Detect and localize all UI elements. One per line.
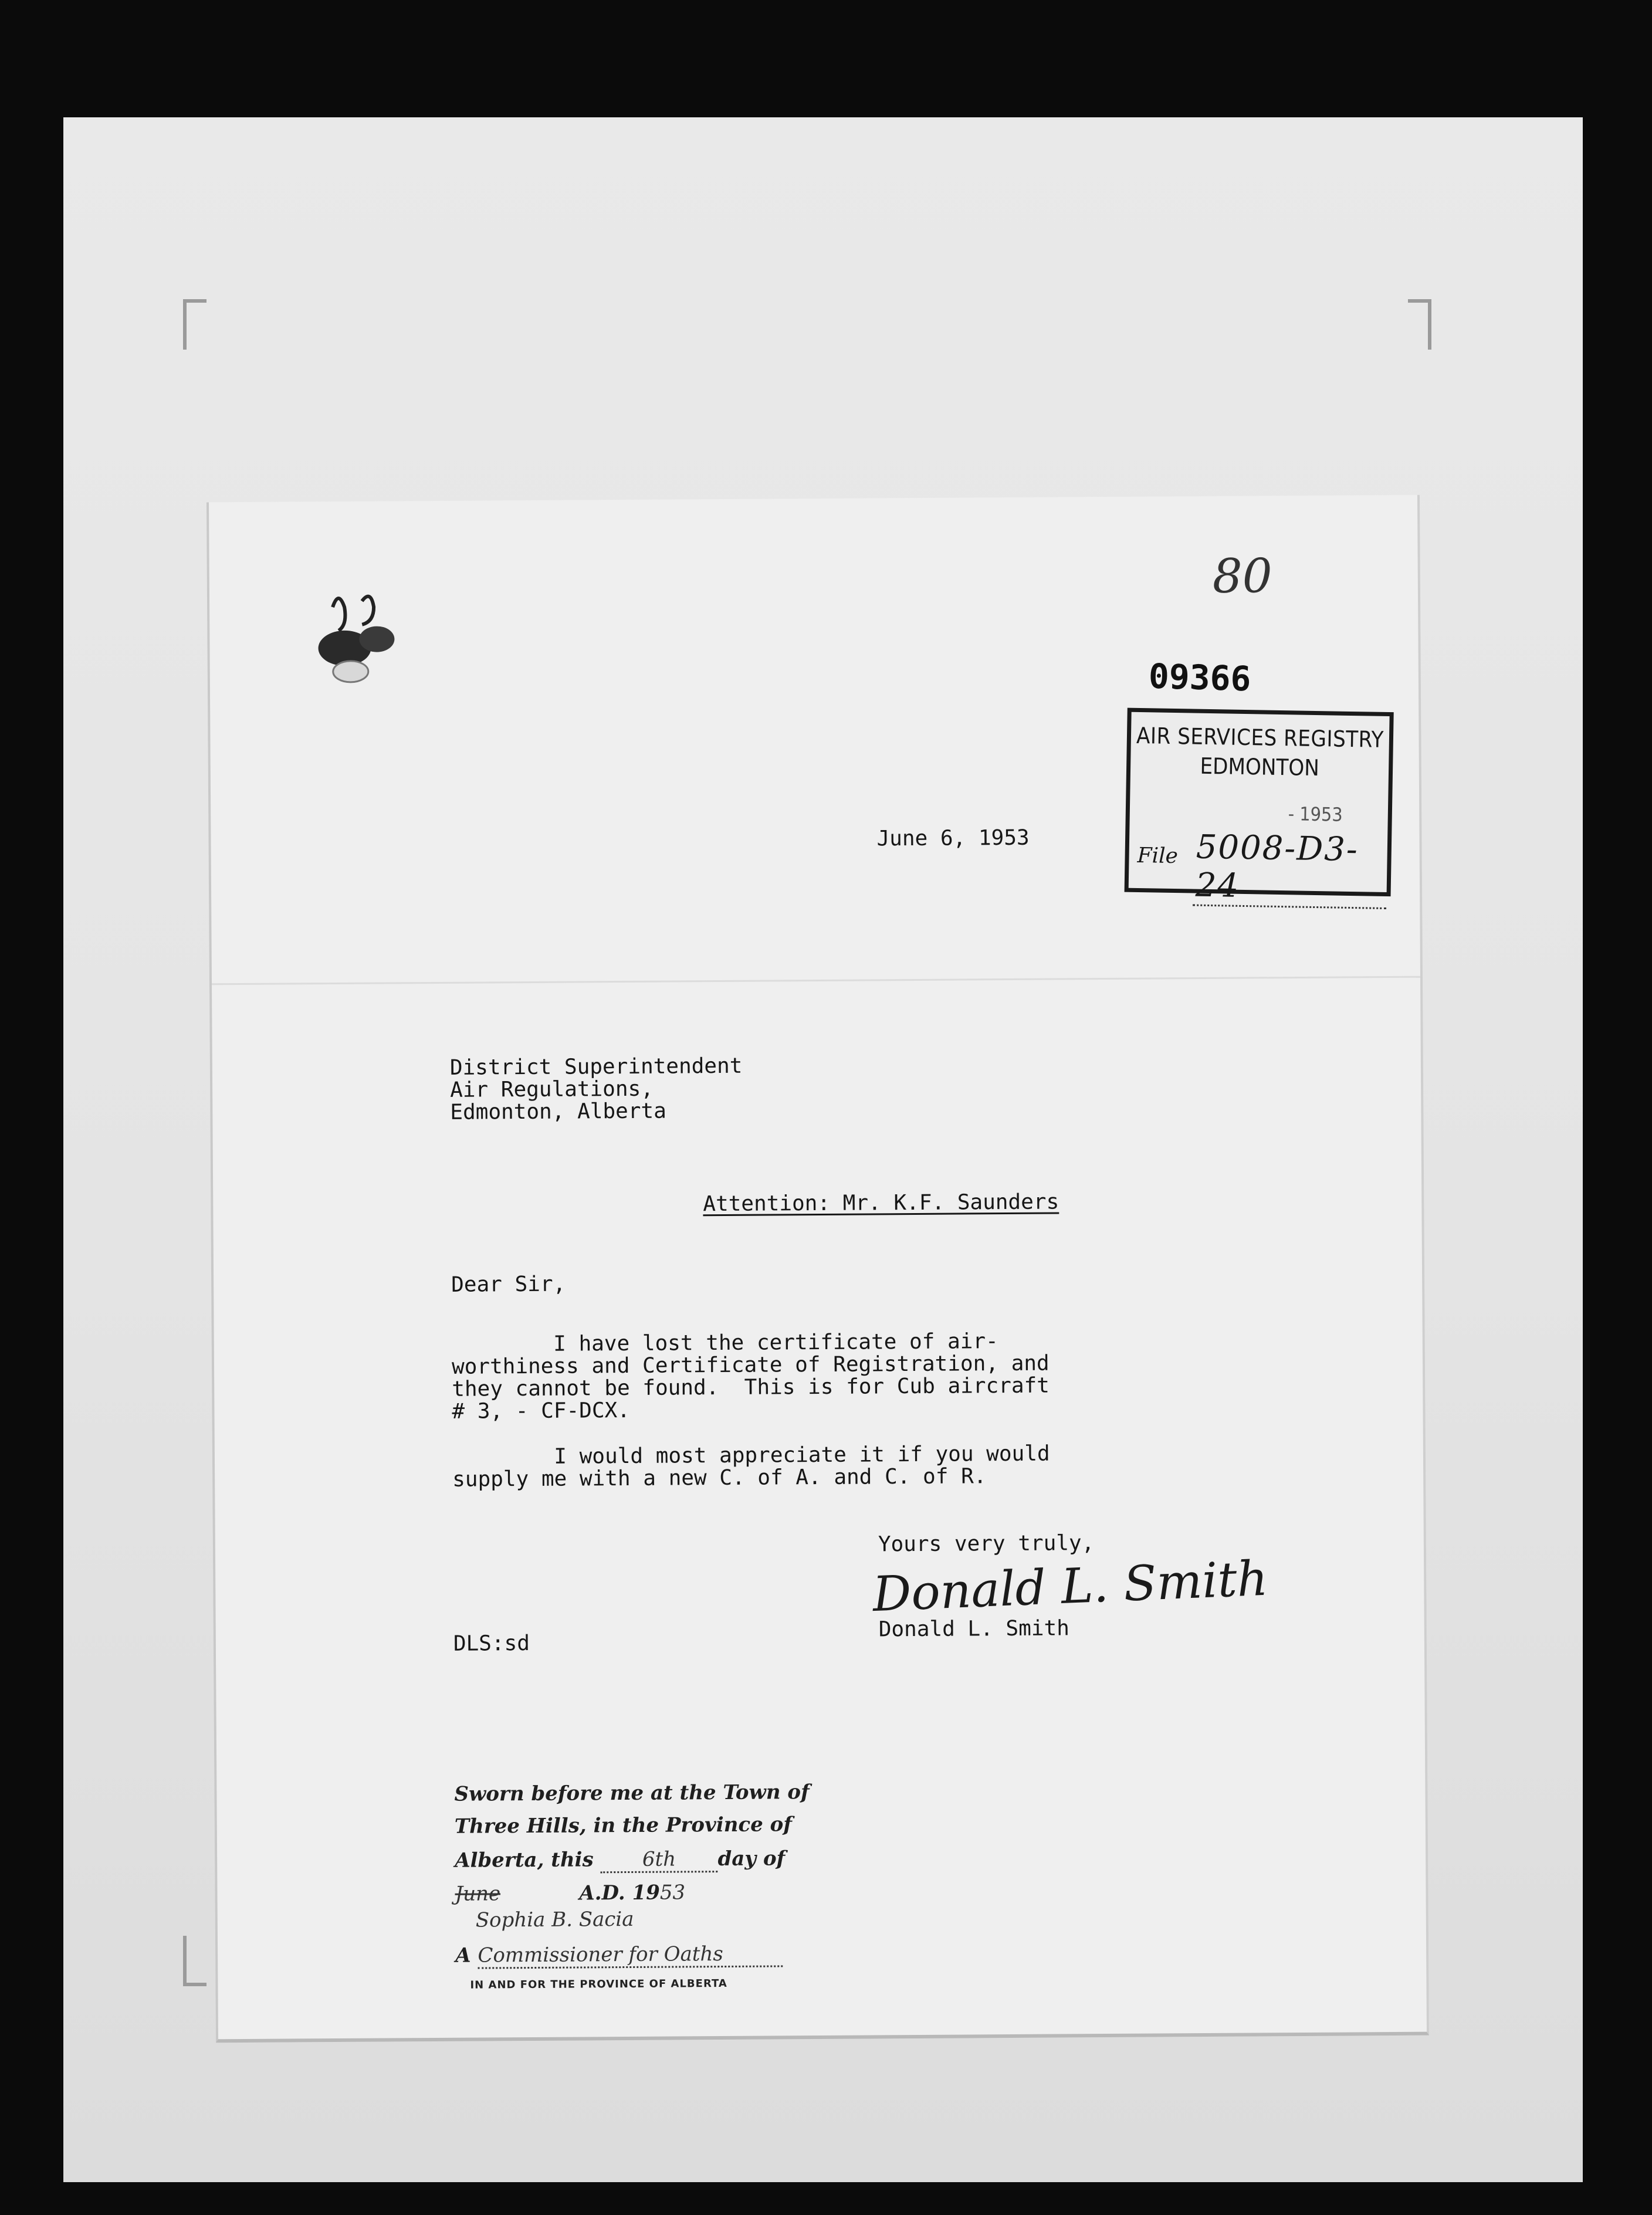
body-line: they cannot be found. This is for Cub aircraft	[452, 1373, 1050, 1401]
ink-blot-mark	[309, 583, 404, 701]
letter-date: June 6, 1953	[876, 825, 1030, 851]
recipient-line-1: District Superintendent	[449, 1054, 743, 1080]
notary-ad: A.D. 19	[579, 1881, 660, 1905]
typed-name: Donald L. Smith	[878, 1616, 1069, 1642]
notary-month: June	[455, 1882, 501, 1906]
commissioner-title: Commissioner for Oaths	[478, 1942, 783, 1969]
body-line: # 3, - CF-DCX.	[452, 1398, 631, 1424]
notary-footer: IN AND FOR THE PROVINCE OF ALBERTA	[470, 1977, 727, 1992]
stamp-line-2: EDMONTON	[1200, 753, 1320, 781]
notary-line-4	[455, 1881, 685, 1905]
body-line: I have lost the certificate of air-	[451, 1329, 998, 1357]
notary-line-3-suffix: day of	[717, 1847, 786, 1871]
body-line: I would most appreciate it if you would	[452, 1441, 1050, 1469]
registry-stamp	[1125, 708, 1394, 905]
letter-page	[206, 495, 1429, 2043]
stamp-file-label: File	[1137, 843, 1179, 869]
crop-mark-top-right	[1408, 299, 1431, 350]
notary-line-1: Sworn before me at the Town of	[454, 1780, 810, 1806]
recipient-line-3: Edmonton, Alberta	[450, 1099, 666, 1125]
body-line: worthiness and Certificate of Registration, and	[451, 1351, 1050, 1379]
commissioner-signature: Sophia B. Sacia	[475, 1907, 634, 1932]
notary-day: 6th	[600, 1847, 717, 1873]
notary-line-3	[455, 1847, 785, 1874]
crop-mark-top-left	[183, 299, 206, 350]
salutation: Dear Sir,	[451, 1272, 566, 1297]
crop-mark-bottom-left	[183, 1936, 206, 1986]
notary-line-2: Three Hills, in the Province of	[454, 1813, 793, 1838]
attention-line: Attention: Mr. K.F. Saunders	[703, 1190, 1059, 1217]
stamp-file-number: 5008-D3-24	[1193, 828, 1387, 909]
stamp-year: - 1953	[1288, 802, 1343, 826]
handwritten-number: 80	[1212, 548, 1272, 604]
recipient-line-2: Air Regulations,	[450, 1076, 654, 1102]
body-line: supply me with a new C. of A. and C. of R.	[452, 1464, 987, 1492]
notary-year: 53	[659, 1881, 686, 1905]
notary-line-3-prefix: Alberta, this	[455, 1848, 594, 1872]
notary-a-prefix: A	[455, 1943, 471, 1967]
handwritten-signature: Donald L. Smith	[871, 1550, 1270, 1623]
fold-line	[212, 976, 1420, 985]
registry-number: 09366	[1147, 656, 1252, 699]
stamp-line-1: AIR SERVICES REGISTRY	[1136, 722, 1384, 753]
reference-initials: DLS:sd	[453, 1631, 530, 1656]
notary-line-5	[455, 1942, 783, 1969]
closing: Yours very truly,	[878, 1531, 1095, 1557]
